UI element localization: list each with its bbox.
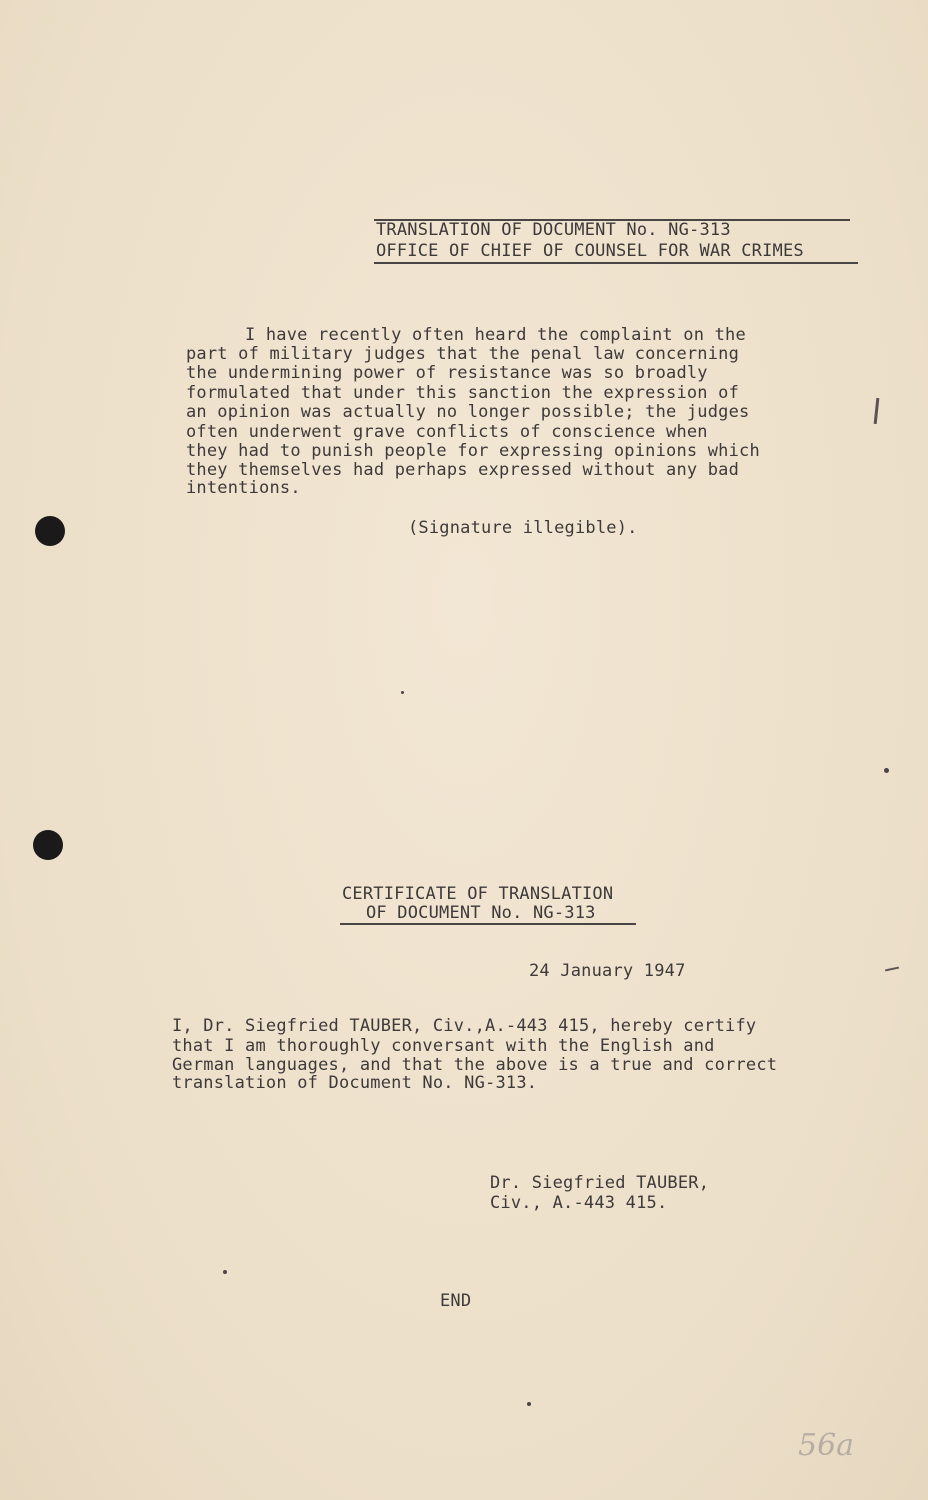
certificate-line: translation of Document No. NG-313.	[172, 1073, 538, 1093]
header-office: OFFICE OF CHIEF OF COUNSEL FOR WAR CRIMES	[376, 241, 804, 261]
header-bottom-rule	[374, 262, 858, 264]
end-marker: END	[440, 1291, 472, 1311]
body-line: intentions.	[186, 478, 301, 498]
certificate-date: 24 January 1947	[529, 961, 686, 981]
punch-hole-bottom	[33, 830, 63, 860]
margin-mark	[885, 967, 899, 972]
signer-name: Dr. Siegfried TAUBER,	[490, 1173, 710, 1193]
certificate-underline	[340, 923, 636, 925]
certificate-subtitle: OF DOCUMENT No. NG-313	[366, 903, 596, 923]
body-line: formulated that under this sanction the expression of	[186, 383, 740, 403]
page-number: 56a	[798, 1428, 855, 1463]
paper-speck	[401, 691, 404, 694]
paper-speck	[223, 1270, 227, 1274]
body-line: they had to punish people for expressing opinions which	[186, 441, 760, 461]
signature-note: (Signature illegible).	[408, 518, 638, 538]
body-line: I have recently often heard the complaint on the	[245, 325, 746, 345]
body-line: the undermining power of resistance was so broadly	[186, 363, 708, 383]
certificate-line: German languages, and that the above is a true and correct	[172, 1055, 778, 1075]
signer-id: Civ., A.-443 415.	[490, 1193, 668, 1213]
certificate-line: that I am thoroughly conversant with the English and	[172, 1036, 715, 1056]
body-line: they themselves had perhaps expressed without any bad	[186, 460, 740, 480]
body-line: part of military judges that the penal law concerning	[186, 344, 740, 364]
body-line: an opinion was actually no longer possible; the judges	[186, 402, 750, 422]
paper-speck	[527, 1402, 531, 1406]
margin-mark	[874, 398, 880, 424]
paper-speck	[884, 768, 889, 773]
certificate-title: CERTIFICATE OF TRANSLATION	[342, 884, 614, 904]
certificate-line: I, Dr. Siegfried TAUBER, Civ.,A.-443 415, hereby certify	[172, 1016, 757, 1036]
header-title: TRANSLATION OF DOCUMENT No. NG-313	[376, 220, 731, 240]
punch-hole-top	[35, 516, 65, 546]
body-line: often underwent grave conflicts of conscience when	[186, 422, 708, 442]
